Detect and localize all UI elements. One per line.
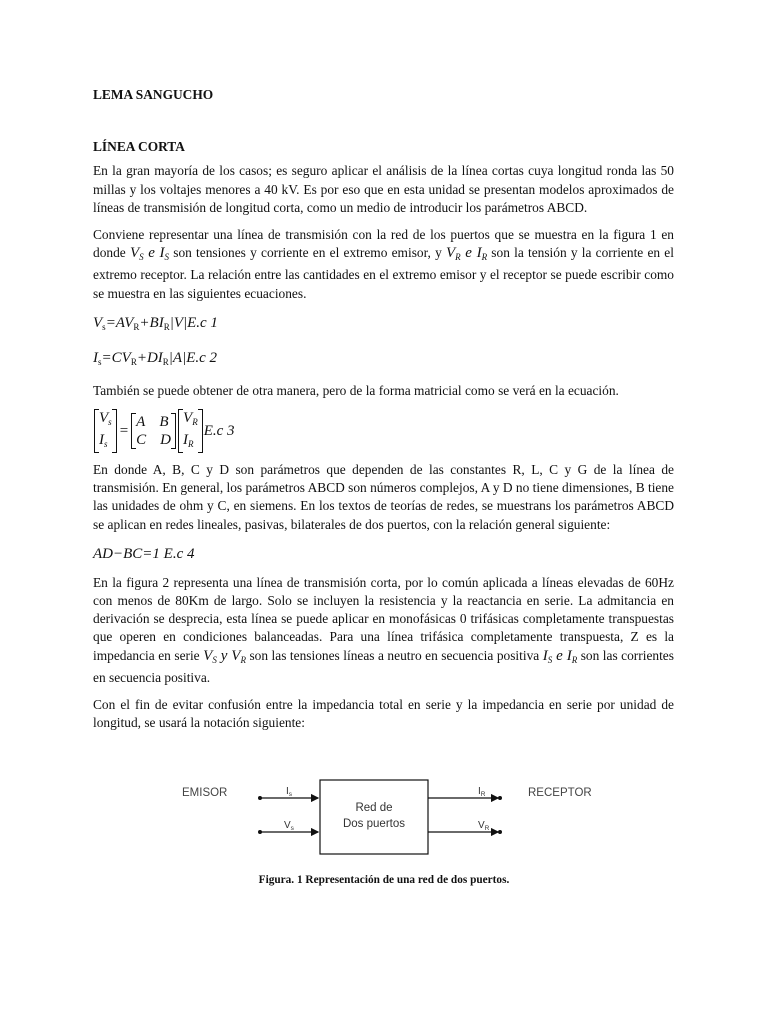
output-current-arrow — [428, 796, 502, 800]
text-fragment: En la figura 2 representa una línea de transmisión corta, por lo común aplicada a líneas elevadas de 60Hz con menos de 80Km de largo. Solo se incluyen la resistencia y la reactancia en serie. La admitancia en derivación se desprecia, esta línea se puede aplicar en monofásicas 0 trifásicas completamente transpuestas que operen en condiciones balanceadas. Para una línea trifásica completamente transpuesta, Z es la impedancia en serie — [93, 574, 674, 663]
text-fragment: son las tensiones líneas a neutro en secuencia positiva — [249, 647, 540, 663]
matrix-vs-is: $V_s$ $I_s$ — [94, 409, 117, 453]
paragraph-abcd-params: En donde A, B, C y D son parámetros que dependen de las constantes R, L, C y G de la línea de transmisión. En general, los parámetros ABCD son números complejos, A y D no tiene dimensiones, B tiene las unidades de ohm y C, en siemens. En los textos de teorías de redes, se muestrans los parámetros ABCD se aplican en redes lineales, pasivas, bilaterales de dos puertos, con la relación general siguiente: — [93, 462, 674, 532]
two-port-network-figure — [166, 766, 596, 866]
equation-2: $I_s=CV_R+DI_R|A|E.c$ 2 — [93, 349, 218, 367]
box-label-line2: Dos puertos — [342, 818, 406, 830]
equation-1: $V_s=AV_R+BI_R|V|E.c$ 1 — [93, 314, 218, 332]
document-body — [93, 86, 674, 741]
math-vs-is: $V_S$ e $I_S$ — [129, 245, 170, 263]
paragraph-matrix-intro: También se puede obtener de otra manera, pero de la forma matricial como se verá en la ecuación. — [93, 382, 619, 398]
output-voltage-arrow — [428, 830, 502, 834]
matrix-abcd: A B C D — [131, 413, 176, 449]
math-vr-ir: $V_R$ e $I_R$ — [446, 245, 488, 263]
math-vs-vr: $V_S$ y $V_R$ — [203, 647, 246, 665]
paragraph-two-port — [93, 226, 674, 303]
vs-label: $V_s$ — [284, 820, 294, 832]
box-label-line1: Red de — [355, 802, 393, 814]
receptor-label: RECEPTOR — [528, 787, 592, 799]
ir-label: $I_R$ — [478, 786, 486, 798]
text-fragment: son tensiones y corriente en el extremo emisor, y — [173, 245, 442, 261]
text-fragment: Conviene representar una línea de transmisión con la red de los puertos que se muestra en la figura 1 en donde — [93, 227, 674, 261]
matrix-vr-ir: $V_R$ $I_R$ — [178, 409, 203, 453]
equation-3-matrix: $V_s$ $I_s$ = A B C D $V_R$ $I_R$ E.c 3 — [93, 409, 674, 453]
paragraph-intro: En la gran mayoría de los casos; es seguro aplicar el análisis de la línea cortas cuya longitud ronda las 50 millas y los voltajes menores a 40 kV. Es por eso que en esta unidad se presentan modelos aproximados de líneas de transmisión de longitud corta, como un medio de introducir los parámetros ABCD. — [93, 163, 674, 215]
equation-4: AD−BC=1 E.c 4 — [93, 545, 195, 562]
paragraph-short-line — [93, 574, 674, 687]
emisor-label: EMISOR — [182, 787, 228, 799]
text-fragment: son las corrientes en secuencia positiva. — [93, 647, 674, 685]
text-fragment: son la tensión y la corriente en el extremo receptor. La relación entre las cantidades en el extremo emisor y el receptor se puede escribir como se muestra en las siguientes ecuaciones. — [93, 245, 674, 301]
figure-caption: Figura. 1 Representación de una red de dos puertos. — [258, 874, 510, 886]
math-is-ir: $I_S$ e $I_R$ — [542, 647, 578, 665]
two-port-box — [320, 780, 428, 854]
author-heading: LEMA SANGUCHO — [93, 87, 214, 102]
section-title: LÍNEA CORTA — [93, 139, 185, 155]
vr-label: $V_R$ — [478, 820, 490, 832]
is-label: $I_s$ — [286, 786, 293, 798]
paragraph-notation: Con el fin de evitar confusión entre la impedancia total en serie y la impedancia en serie por unidad de longitud, se usará la notación siguiente: — [93, 697, 674, 731]
equation-3-label: E.c 3 — [203, 422, 235, 439]
